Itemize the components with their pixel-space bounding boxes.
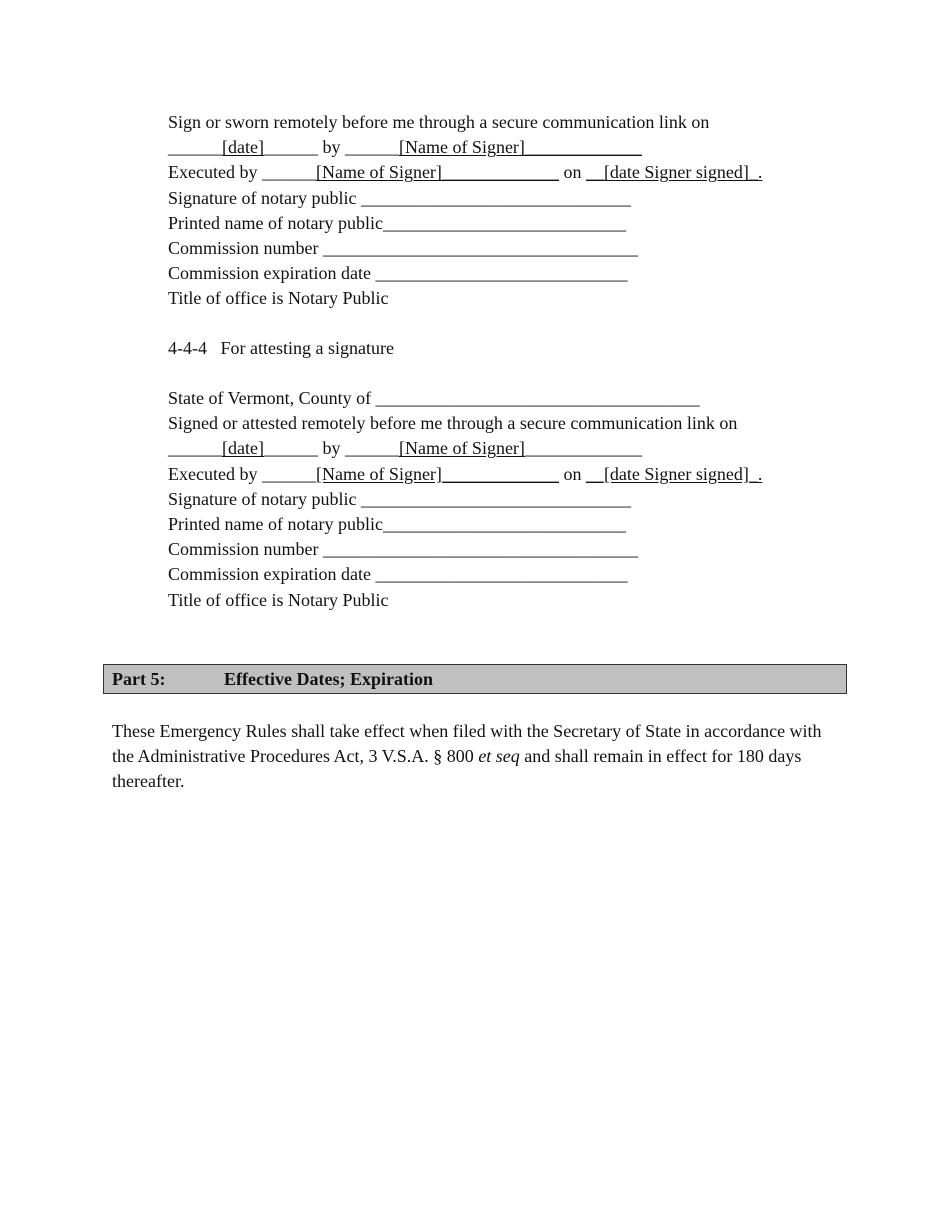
date-blank-post: ______ [263,137,318,158]
date-blank-pre: ______ [168,137,222,158]
signed-date-placeholder: __[date Signer signed]_. [585,162,763,183]
paragraph-italic-et-seq: et seq [478,746,520,766]
by-label: by ______ [317,137,399,158]
signature-notary-line: Signature of notary public ______________________________ [168,488,631,509]
signature-notary-line: Signature of notary public ______________________________ [168,187,631,208]
date-blank-pre: ______ [168,438,222,459]
on-label: on [558,162,586,183]
subheading-4-4-4 [168,336,868,361]
paragraph-text-2: and shall remain in effect for 180 days thereafter. [112,746,802,791]
commission-number-line: Commission number ___________________________________ [168,237,639,258]
signer-placeholder: [Name of Signer] [398,438,525,459]
part-title: Effective Dates; Expiration [224,669,433,689]
part-5-heading [103,664,847,694]
sworn-intro-line: Sign or sworn remotely before me through a secure communication link on [168,112,710,132]
executed-signer-placeholder: [Name of Signer]_____________ [315,162,559,183]
executed-by-label: Executed by ______ [168,162,316,183]
title-of-office-line: Title of office is Notary Public [168,589,389,610]
notary-block-attest [168,386,868,613]
paragraph-text-1: These Emergency Rules shall take effect when filed with the Secretary of State in accordance with the Administrative Procedures Act, 3 V.S.A. § 800 [112,721,822,766]
attest-date-line [168,436,868,461]
date-placeholder: [date] [222,137,264,158]
by-label: by ______ [317,438,399,459]
effective-dates-paragraph [112,719,832,794]
commission-number-line: Commission number ___________________________________ [168,539,639,560]
date-placeholder: [date] [222,438,264,459]
signer-blank-post: _____________ [524,438,642,459]
title-of-office-line: Title of office is Notary Public [168,288,389,309]
subheading-text: 4-4-4 For attesting a signature [168,338,394,358]
executed-by-line [168,160,868,185]
signed-date-placeholder: __[date Signer signed]_. [585,463,763,484]
printed-name-line: Printed name of notary public___________________________ [168,513,626,534]
signer-placeholder: [Name of Signer]_____________ [398,137,642,158]
sworn-date-line [168,135,868,160]
executed-by-line [168,462,868,487]
printed-name-line: Printed name of notary public___________________________ [168,212,626,233]
date-blank-post: ______ [263,438,318,459]
part-number: Part 5: [112,669,166,689]
executed-signer-placeholder: [Name of Signer]_____________ [315,463,559,484]
notary-block-sworn [168,110,868,312]
county-line: State of Vermont, County of ____________________________________ [168,388,700,408]
commission-expiration-line: Commission expiration date ____________________________ [168,564,628,585]
on-label: on [558,463,586,484]
commission-expiration-line: Commission expiration date ____________________________ [168,263,628,284]
attest-intro-line: Signed or attested remotely before me through a secure communication link on [168,413,738,434]
executed-by-label: Executed by ______ [168,463,316,484]
